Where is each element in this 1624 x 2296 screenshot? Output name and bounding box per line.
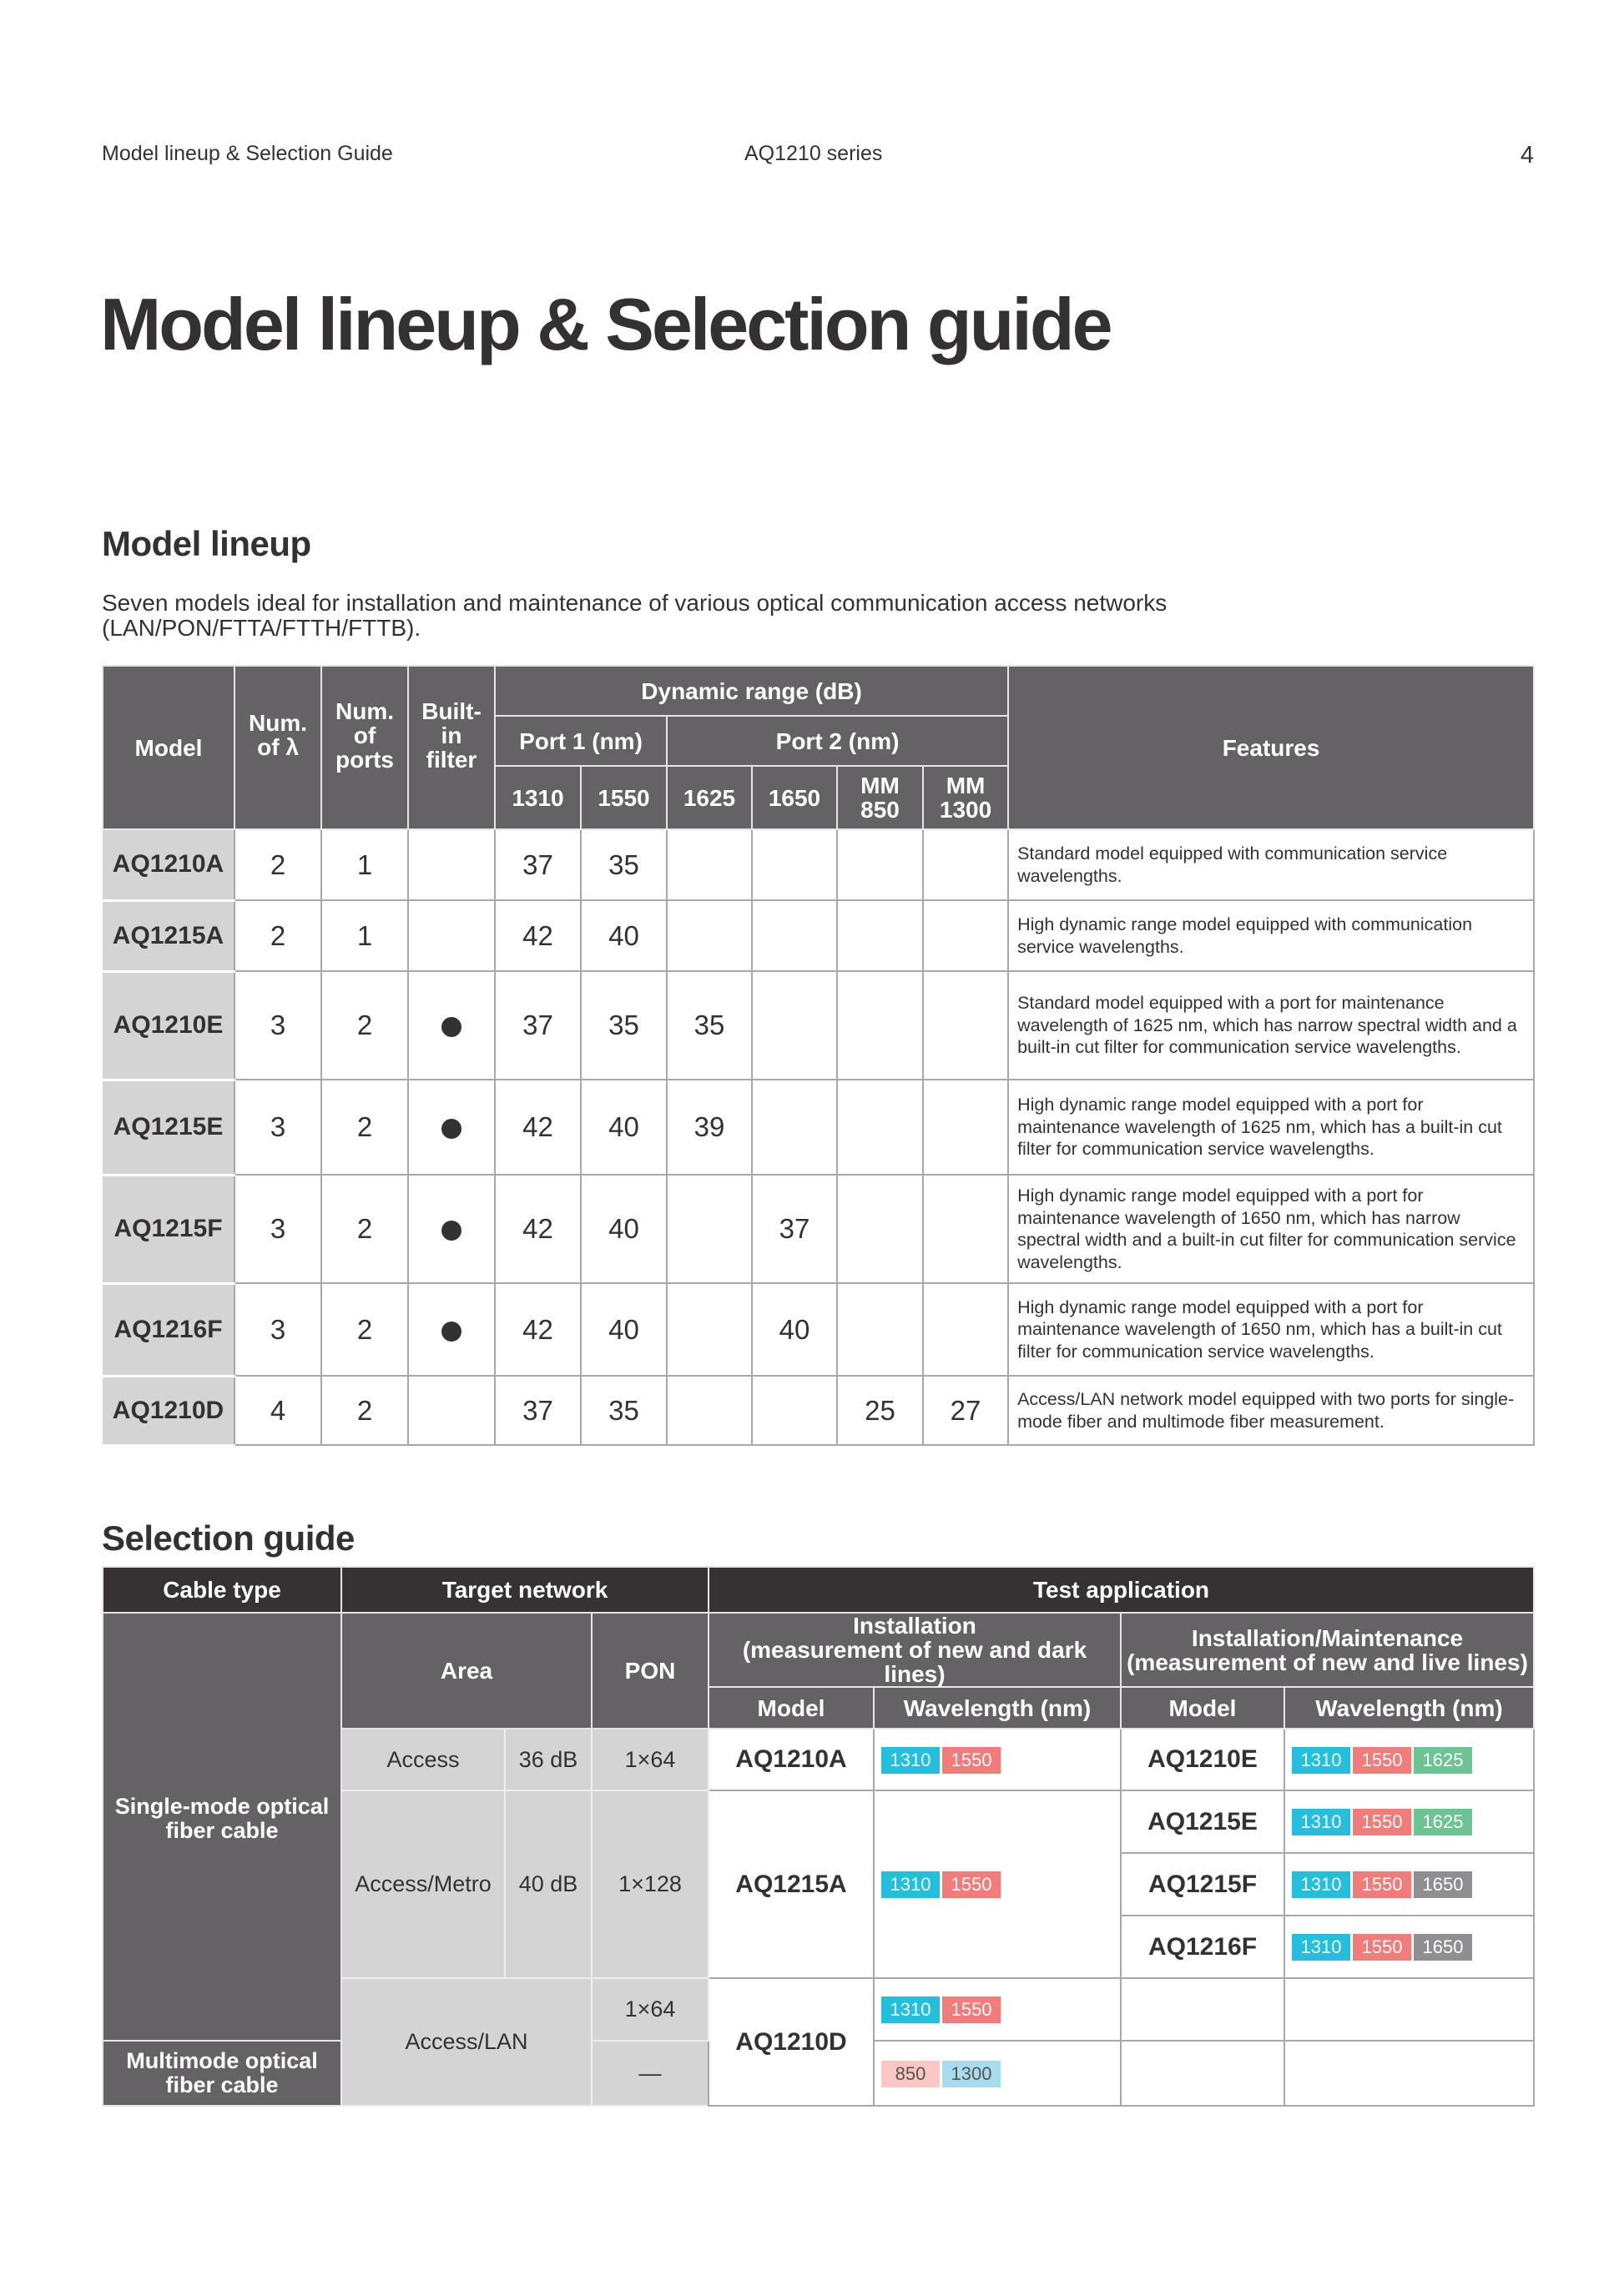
page-title: Model lineup & Selection guide <box>100 283 1111 365</box>
maint-wl-aq1215e <box>1284 1790 1534 1853</box>
header-num-ports-line2: of <box>353 722 376 748</box>
header-mm850 <box>837 766 923 829</box>
maint-model-aq1215e: AQ1215E <box>1121 1790 1284 1853</box>
header-install-wavelength: Wavelength (nm) <box>874 1687 1121 1729</box>
dr-1550: 40 <box>581 900 667 971</box>
features-text: High dynamic range model equipped with a port for maintenance wavelength of 1625 nm, which has a built-in cut filter for communication service wavelengths. <box>1008 1080 1534 1175</box>
dr-1625 <box>667 900 752 971</box>
dr-1625 <box>667 829 752 900</box>
dr-1650 <box>752 971 837 1080</box>
badge-1550: 1550 <box>942 1747 1001 1774</box>
dr-1625 <box>667 1376 752 1445</box>
dr-mm1300 <box>923 829 1008 900</box>
header-mm850-line2: 850 <box>860 797 900 823</box>
table-row <box>103 1175 1534 1283</box>
features-text: Standard model equipped with communication service wavelengths. <box>1008 829 1534 900</box>
header-pon: PON <box>592 1613 709 1729</box>
pon-lan-sm: 1×64 <box>592 1978 709 2041</box>
builtin-filter <box>408 829 495 900</box>
header-filter-line3: filter <box>426 746 477 773</box>
area-metro: Access/Metro <box>341 1790 505 1978</box>
badge-1310: 1310 <box>881 1871 940 1898</box>
badge-1625: 1625 <box>1414 1809 1472 1835</box>
num-lambda: 2 <box>235 900 321 971</box>
pon-lan-mm: — <box>592 2041 709 2106</box>
dr-1650: 40 <box>752 1283 837 1376</box>
header-1625: 1625 <box>667 766 752 829</box>
dr-mm850 <box>837 829 923 900</box>
cable-multimode: Multimode optical fiber cable <box>103 2041 341 2106</box>
install-model-aq1215a: AQ1215A <box>709 1790 874 1978</box>
dr-1310: 37 <box>495 971 581 1080</box>
dr-1650 <box>752 900 837 971</box>
header-mm1300-line1: MM <box>946 773 986 798</box>
model-lineup-table <box>102 665 1535 1447</box>
header-1650: 1650 <box>752 766 837 829</box>
num-lambda: 3 <box>235 1175 321 1283</box>
dr-1550: 35 <box>581 829 667 900</box>
num-ports: 1 <box>321 900 408 971</box>
header-maintenance-line1: Installation/Maintenance <box>1191 1624 1464 1651</box>
header-maintenance <box>1121 1613 1534 1687</box>
filter-dot-icon <box>441 1017 461 1037</box>
running-header <box>102 142 1534 169</box>
header-area: Area <box>341 1613 592 1729</box>
dr-mm1300 <box>923 1175 1008 1283</box>
table-row <box>103 1376 1534 1445</box>
header-port2: Port 2 (nm) <box>667 716 1008 766</box>
header-num-ports-line1: Num. <box>335 697 394 724</box>
dr-1310: 42 <box>495 1175 581 1283</box>
model-name: AQ1210D <box>103 1376 235 1445</box>
builtin-filter <box>408 1283 495 1376</box>
db-access: 36 dB <box>505 1729 592 1790</box>
running-header-product: AQ1210 series <box>744 142 883 165</box>
header-install-model: Model <box>709 1687 874 1729</box>
badge-1300: 1300 <box>942 2061 1001 2087</box>
dr-1625: 39 <box>667 1080 752 1175</box>
dr-1550: 35 <box>581 971 667 1080</box>
dr-1625 <box>667 1283 752 1376</box>
badge-850: 850 <box>881 2061 940 2087</box>
empty-cell <box>1284 2041 1534 2106</box>
num-lambda: 3 <box>235 1080 321 1175</box>
table-row <box>103 900 1534 971</box>
header-mm1300-line2: 1300 <box>939 797 992 823</box>
dr-mm850 <box>837 971 923 1080</box>
badge-1550: 1550 <box>1353 1809 1411 1835</box>
dr-mm1300 <box>923 971 1008 1080</box>
badge-1310: 1310 <box>881 1747 940 1774</box>
model-name: AQ1215F <box>103 1175 235 1283</box>
db-metro: 40 dB <box>505 1790 592 1978</box>
model-lineup-heading: Model lineup <box>102 524 311 563</box>
badge-1310: 1310 <box>1292 1934 1350 1961</box>
dr-1625: 35 <box>667 971 752 1080</box>
header-installation <box>709 1613 1121 1687</box>
header-port1: Port 1 (nm) <box>495 716 667 766</box>
maint-model-aq1215f: AQ1215F <box>1121 1853 1284 1916</box>
dr-mm1300 <box>923 1283 1008 1376</box>
header-maintenance-line2: (measurement of new and live lines) <box>1127 1649 1528 1675</box>
header-model: Model <box>103 666 235 829</box>
num-lambda: 4 <box>235 1376 321 1445</box>
pon-access: 1×64 <box>592 1729 709 1790</box>
header-num-lambda <box>235 666 321 829</box>
pon-metro: 1×128 <box>592 1790 709 1978</box>
selection-guide-heading: Selection guide <box>102 1518 355 1558</box>
model-name: AQ1216F <box>103 1283 235 1376</box>
table-row <box>103 971 1534 1080</box>
running-header-section: Model lineup & Selection Guide <box>102 142 393 165</box>
header-num-ports <box>321 666 408 829</box>
header-filter-line2: in <box>441 722 462 748</box>
dr-mm1300 <box>923 900 1008 971</box>
selection-guide-table <box>102 1566 1535 2107</box>
badge-1550: 1550 <box>1353 1934 1411 1961</box>
maint-wl-aq1210e <box>1284 1729 1534 1790</box>
builtin-filter <box>408 900 495 971</box>
features-text: Standard model equipped with a port for maintenance wavelength of 1625 nm, which has narrow spectral width and a built-in cut filter for communication service wavelengths. <box>1008 971 1534 1080</box>
num-lambda: 3 <box>235 971 321 1080</box>
table-row <box>103 829 1534 900</box>
dr-1310: 42 <box>495 900 581 971</box>
features-text: High dynamic range model equipped with communication service wavelengths. <box>1008 900 1534 971</box>
badge-1550: 1550 <box>942 1871 1001 1898</box>
header-filter-line1: Built- <box>421 697 482 724</box>
badge-1650: 1650 <box>1414 1934 1472 1961</box>
dr-mm1300 <box>923 1080 1008 1175</box>
dr-1650 <box>752 1080 837 1175</box>
model-name: AQ1215A <box>103 900 235 971</box>
header-mm1300 <box>923 766 1008 829</box>
dr-1310: 42 <box>495 1080 581 1175</box>
install-wl-aq1210d-sm <box>874 1978 1121 2041</box>
header-target-network: Target network <box>341 1567 709 1613</box>
dr-1550: 35 <box>581 1376 667 1445</box>
cable-single-mode: Single-mode optical fiber cable <box>103 1613 341 2041</box>
model-lineup-intro: Seven models ideal for installation and maintenance of various optical communication access networks (LAN/PON/FTTA/FTTH/FTTB). <box>102 590 1168 641</box>
badge-1310: 1310 <box>1292 1747 1350 1774</box>
dr-mm850 <box>837 900 923 971</box>
dr-1310: 37 <box>495 1376 581 1445</box>
num-ports: 1 <box>321 829 408 900</box>
header-features: Features <box>1008 666 1534 829</box>
header-1310: 1310 <box>495 766 581 829</box>
num-ports: 2 <box>321 971 408 1080</box>
header-num-ports-line3: ports <box>335 746 394 773</box>
badge-1550: 1550 <box>942 1996 1001 2023</box>
num-ports: 2 <box>321 1376 408 1445</box>
dr-1650 <box>752 829 837 900</box>
install-wl-aq1215a <box>874 1790 1121 1978</box>
header-cable-type: Cable type <box>103 1567 341 1613</box>
num-ports: 2 <box>321 1080 408 1175</box>
features-text: Access/LAN network model equipped with two ports for single-mode fiber and multimode fiber measurement. <box>1008 1376 1534 1445</box>
features-text: High dynamic range model equipped with a port for maintenance wavelength of 1650 nm, which has narrow spectral width and a built-in cut filter for communication service wavelengths. <box>1008 1175 1534 1283</box>
model-name: AQ1210A <box>103 829 235 900</box>
header-installation-line2: (measurement of new and dark lines) <box>742 1637 1087 1687</box>
dr-mm1300: 27 <box>923 1376 1008 1445</box>
badge-1310: 1310 <box>881 1996 940 2023</box>
features-text: High dynamic range model equipped with a port for maintenance wavelength of 1650 nm, which has a built-in cut filter for communication service wavelengths. <box>1008 1283 1534 1376</box>
dr-mm850 <box>837 1175 923 1283</box>
builtin-filter <box>408 1376 495 1445</box>
install-model-aq1210a: AQ1210A <box>709 1729 874 1790</box>
dr-1550: 40 <box>581 1175 667 1283</box>
area-lan: Access/LAN <box>341 1978 592 2106</box>
model-name: AQ1215E <box>103 1080 235 1175</box>
maint-model-aq1210e: AQ1210E <box>1121 1729 1284 1790</box>
dr-1310: 37 <box>495 829 581 900</box>
badge-1550: 1550 <box>1353 1747 1411 1774</box>
header-builtin-filter <box>408 666 495 829</box>
num-ports: 2 <box>321 1175 408 1283</box>
badge-1650: 1650 <box>1414 1871 1472 1898</box>
badge-1310: 1310 <box>1292 1809 1350 1835</box>
table-row <box>103 1080 1534 1175</box>
builtin-filter <box>408 1080 495 1175</box>
badge-1310: 1310 <box>1292 1871 1350 1898</box>
dr-1650: 37 <box>752 1175 837 1283</box>
builtin-filter <box>408 1175 495 1283</box>
filter-dot-icon <box>441 1119 461 1139</box>
header-1550: 1550 <box>581 766 667 829</box>
header-maint-wavelength: Wavelength (nm) <box>1284 1687 1534 1729</box>
dr-1625 <box>667 1175 752 1283</box>
num-ports: 2 <box>321 1283 408 1376</box>
dr-mm850 <box>837 1080 923 1175</box>
maint-model-aq1216f: AQ1216F <box>1121 1916 1284 1978</box>
header-dynamic-range: Dynamic range (dB) <box>495 666 1008 716</box>
dr-mm850: 25 <box>837 1376 923 1445</box>
install-model-aq1210d: AQ1210D <box>709 1978 874 2106</box>
maint-wl-aq1216f <box>1284 1916 1534 1978</box>
header-test-application: Test application <box>709 1567 1534 1613</box>
header-mm850-line1: MM <box>860 773 900 798</box>
dr-1550: 40 <box>581 1283 667 1376</box>
dr-mm850 <box>837 1283 923 1376</box>
num-lambda: 2 <box>235 829 321 900</box>
area-access: Access <box>341 1729 505 1790</box>
empty-cell <box>1121 1978 1284 2041</box>
header-num-lambda-line2: of λ <box>257 734 299 760</box>
filter-dot-icon <box>441 1221 461 1241</box>
model-name: AQ1210E <box>103 971 235 1080</box>
header-installation-line1: Installation <box>853 1613 976 1639</box>
empty-cell <box>1121 2041 1284 2106</box>
num-lambda: 3 <box>235 1283 321 1376</box>
page-number: 4 <box>1520 142 1534 169</box>
table-row <box>103 1283 1534 1376</box>
builtin-filter <box>408 971 495 1080</box>
header-num-lambda-line1: Num. <box>249 710 307 736</box>
install-wl-aq1210a <box>874 1729 1121 1790</box>
dr-1550: 40 <box>581 1080 667 1175</box>
filter-dot-icon <box>441 1322 461 1342</box>
install-wl-aq1210d-mm <box>874 2041 1121 2106</box>
maint-wl-aq1215f <box>1284 1853 1534 1916</box>
dr-1310: 42 <box>495 1283 581 1376</box>
dr-1650 <box>752 1376 837 1445</box>
badge-1550: 1550 <box>1353 1871 1411 1898</box>
header-maint-model: Model <box>1121 1687 1284 1729</box>
empty-cell <box>1284 1978 1534 2041</box>
badge-1625: 1625 <box>1414 1747 1472 1774</box>
